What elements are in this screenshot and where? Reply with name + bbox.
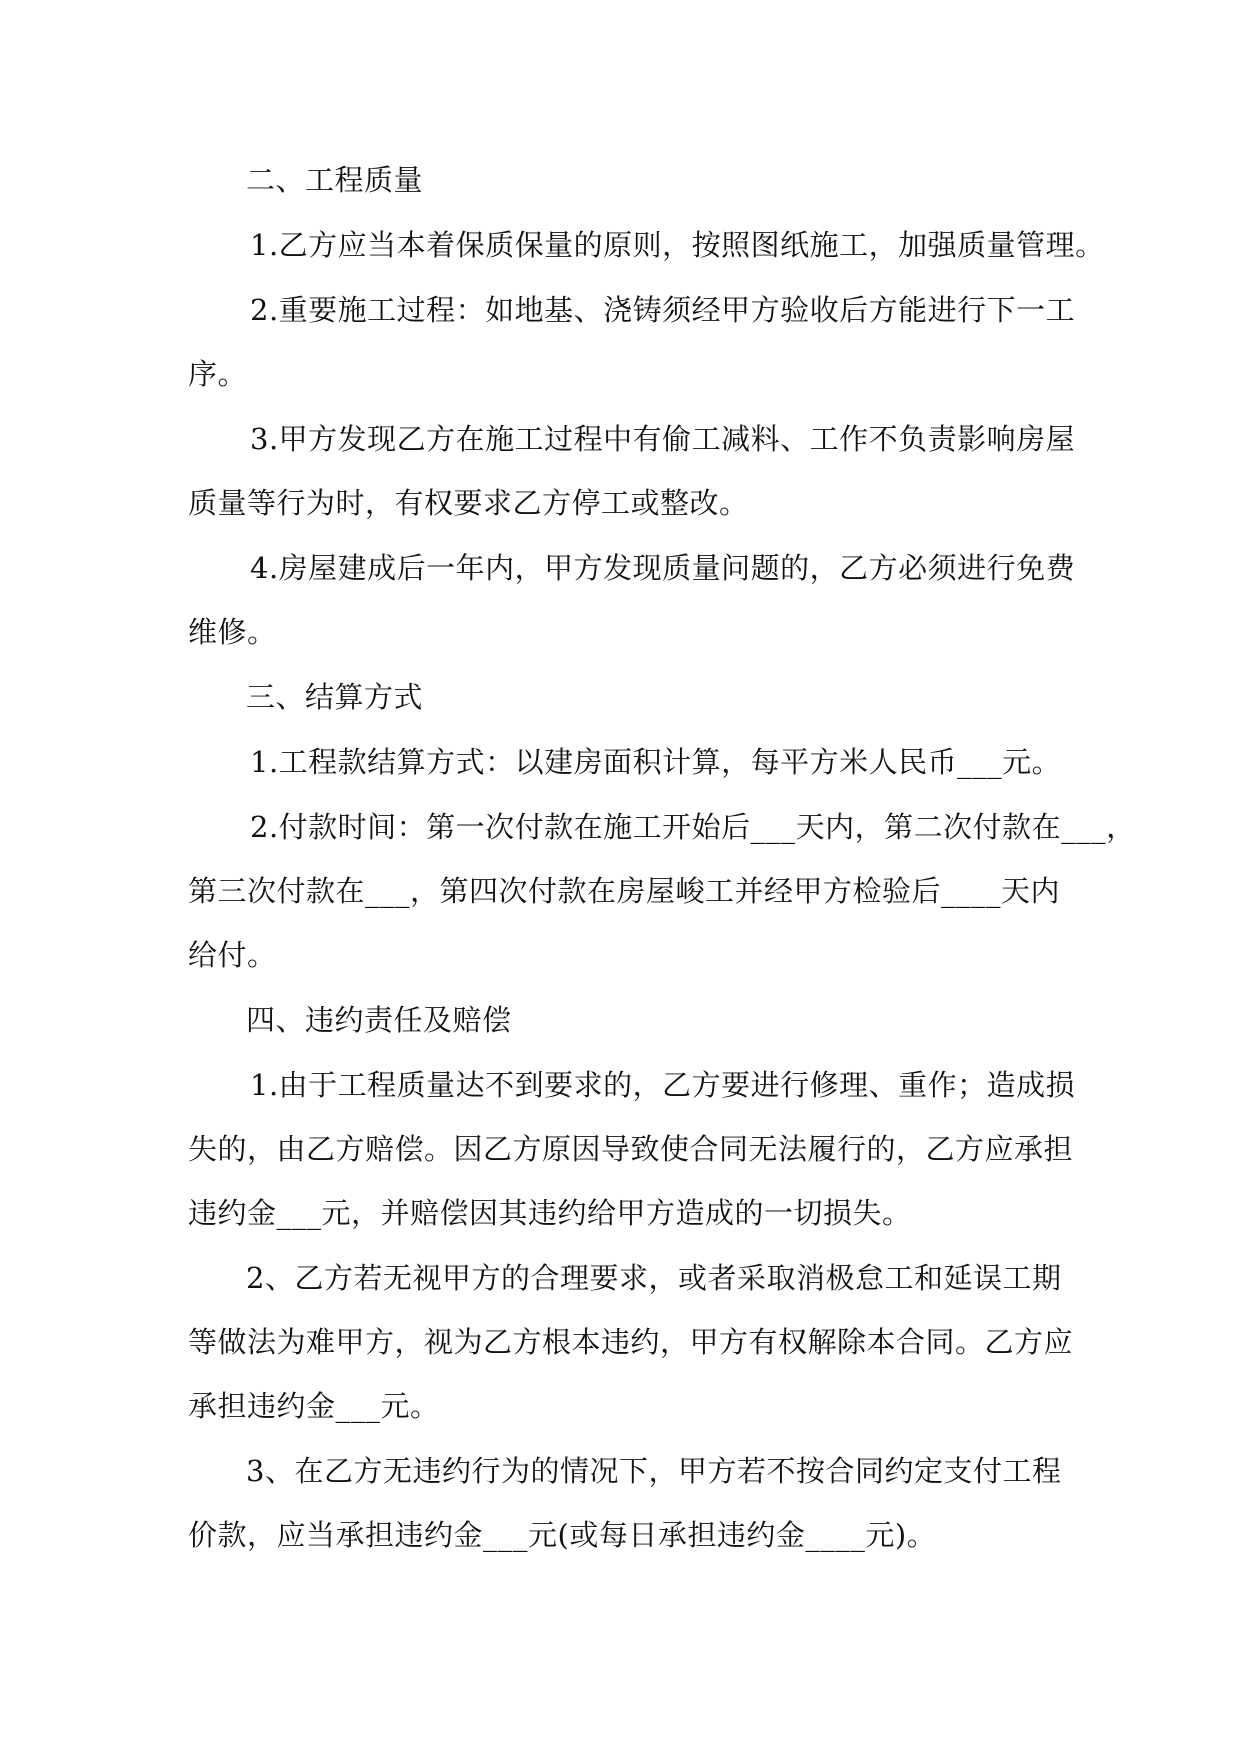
paragraph-line: 维修。 [188,615,277,649]
paragraph-line: 1.乙方应当本着保质保量的原则，按照图纸施工，加强质量管理。 [250,228,1105,262]
section-heading-quality [188,160,1058,200]
paragraph-quality-3 [188,419,1076,523]
paragraph-line: 2.付款时间：第一次付款在施工开始后___天内，第二次付款在___， [250,810,1136,844]
paragraph-line: 等做法为难甲方，视为乙方根本违约，甲方有权解除本合同。乙方应 [188,1325,1074,1359]
heading-text: 四、违约责任及赔偿 [246,1003,512,1037]
paragraph-breach-2 [188,1258,1074,1426]
paragraph-quality-4 [188,548,1076,652]
section-heading-breach [188,1000,1058,1040]
paragraph-line: 违约金___元，并赔偿因其违约给甲方造成的一切损失。 [188,1196,912,1230]
paragraph-line: 2.重要施工过程：如地基、浇铸须经甲方验收后方能进行下一工 [250,293,1076,327]
paragraph-quality-2 [188,290,1076,394]
paragraph-line: 价款，应当承担违约金___元(或每日承担违约金____元)。 [188,1518,937,1552]
paragraph-settlement-2 [188,807,1136,975]
paragraph-breach-1 [188,1065,1076,1233]
section-heading-settlement [188,677,1058,717]
paragraph-line: 1.工程款结算方式：以建房面积计算，每平方米人民币___元。 [250,745,1062,779]
paragraph-line: 质量等行为时，有权要求乙方停工或整改。 [188,486,749,520]
heading-text: 二、工程质量 [246,163,424,197]
paragraph-line: 3、在乙方无违约行为的情况下，甲方若不按合同约定支付工程 [246,1454,1062,1488]
paragraph-line: 2、乙方若无视甲方的合理要求，或者采取消极怠工和延误工期 [246,1261,1062,1295]
paragraph-settlement-1 [188,742,1062,782]
heading-text: 三、结算方式 [246,680,424,714]
paragraph-line: 第三次付款在___，第四次付款在房屋峻工并经甲方检验后____天内 [188,874,1061,908]
paragraph-line: 序。 [188,357,248,391]
paragraph-quality-1 [188,225,1105,265]
paragraph-line: 3.甲方发现乙方在施工过程中有偷工减料、工作不负责影响房屋 [250,422,1076,456]
paragraph-breach-3 [188,1451,1062,1555]
paragraph-line: 4.房屋建成后一年内，甲方发现质量问题的，乙方必须进行免费 [250,551,1076,585]
paragraph-line: 承担违约金___元。 [188,1389,440,1423]
paragraph-line: 给付。 [188,938,277,972]
paragraph-line: 1.由于工程质量达不到要求的，乙方要进行修理、重作；造成损 [250,1068,1076,1102]
document-body [188,160,1136,1555]
paragraph-line: 失的，由乙方赔偿。因乙方原因导致使合同无法履行的，乙方应承担 [188,1132,1074,1166]
